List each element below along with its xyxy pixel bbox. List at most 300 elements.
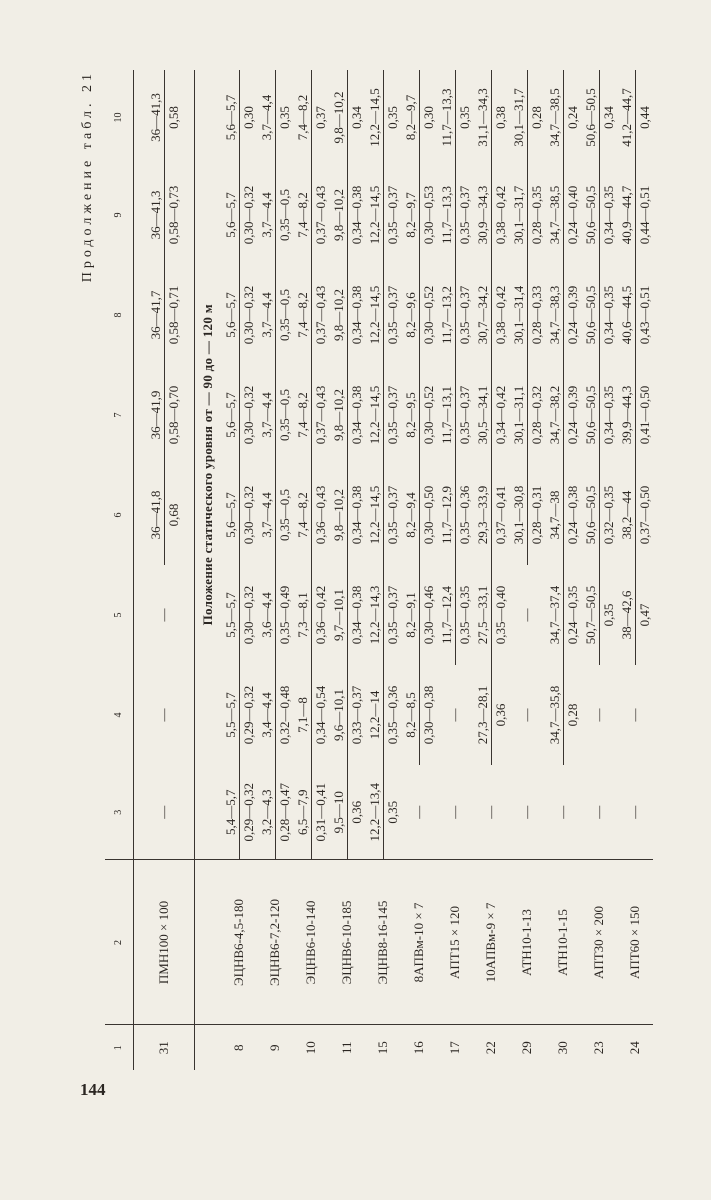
pump-model: ЭЦНВ6-4,5-180 bbox=[221, 860, 257, 1025]
value-pair bbox=[510, 265, 545, 365]
value-dash: — bbox=[519, 708, 534, 722]
column-number: 10 bbox=[105, 70, 134, 165]
range-value: 34,7—38 bbox=[546, 465, 564, 565]
value-cell bbox=[617, 165, 653, 265]
value-pair bbox=[222, 665, 257, 765]
value-pair bbox=[330, 365, 365, 465]
value-dash: — bbox=[627, 805, 642, 819]
value-cell bbox=[329, 365, 365, 465]
value-cell bbox=[401, 265, 437, 365]
range-value: 34,7—37,4 bbox=[546, 565, 564, 665]
pump-model: ЭЦНВ8-16-145 bbox=[365, 860, 401, 1025]
value-cell bbox=[293, 665, 329, 765]
value-pair bbox=[474, 465, 509, 565]
row-number: 9 bbox=[257, 1025, 293, 1070]
value-pair bbox=[618, 165, 653, 265]
value-cell bbox=[473, 465, 509, 565]
range-value: 7,4—8,2 bbox=[294, 70, 312, 165]
value-cell bbox=[473, 70, 509, 165]
range-value: 30,7—34,2 bbox=[474, 265, 492, 365]
coefficient-value: 0,43—0,51 bbox=[636, 285, 652, 345]
value-pair bbox=[618, 265, 653, 365]
coefficient-value: 0,30—0,32 bbox=[240, 185, 256, 245]
value-pair bbox=[222, 765, 257, 860]
range-value: 12,2—14,5 bbox=[366, 465, 384, 565]
value-cell bbox=[545, 765, 581, 860]
value-cell bbox=[581, 665, 617, 765]
value-pair bbox=[330, 165, 365, 265]
range-value: 11,7—13,3 bbox=[438, 70, 456, 165]
range-value: 11,7—12,9 bbox=[438, 465, 456, 565]
coefficient-value: 0,24—0,39 bbox=[564, 285, 580, 345]
row-number: 31 bbox=[134, 1025, 195, 1070]
value-cell bbox=[329, 465, 365, 565]
coefficient-value: 0,35—0,36 bbox=[384, 685, 400, 745]
value-pair bbox=[147, 365, 182, 465]
value-pair bbox=[582, 70, 617, 165]
range-value: 30,1—31,1 bbox=[510, 365, 528, 465]
coefficient-value: 0,35—0,49 bbox=[276, 585, 292, 645]
range-value: 8,2—9,7 bbox=[402, 165, 420, 265]
range-value: 5,6—5,7 bbox=[222, 365, 240, 465]
value-pair bbox=[366, 765, 401, 860]
value-cell bbox=[257, 565, 293, 665]
value-pair bbox=[147, 70, 182, 165]
range-value: 50,6—50,5 bbox=[582, 265, 600, 365]
value-cell bbox=[509, 265, 545, 365]
coefficient-value: 0,36 bbox=[348, 800, 364, 824]
value-pair bbox=[366, 165, 401, 265]
range-value: 5,5—5,7 bbox=[222, 665, 240, 765]
coefficient-value: 0,58—0,71 bbox=[165, 285, 181, 345]
value-cell bbox=[473, 265, 509, 365]
range-value: 9,8—10,2 bbox=[330, 465, 348, 565]
value-pair bbox=[438, 465, 473, 565]
value-cell bbox=[257, 265, 293, 365]
range-value: 50,6—50,5 bbox=[582, 365, 600, 465]
range-value: 5,5—5,7 bbox=[222, 565, 240, 665]
value-cell bbox=[401, 465, 437, 565]
coefficient-value: 0,31—0,41 bbox=[312, 783, 328, 842]
table-row bbox=[257, 70, 293, 1070]
coefficient-value: 0,35—0,5 bbox=[276, 189, 292, 241]
value-pair bbox=[258, 765, 293, 860]
range-value: 30,1—31,7 bbox=[510, 70, 528, 165]
value-cell bbox=[365, 265, 401, 365]
value-dash: — bbox=[483, 805, 498, 819]
coefficient-value: 0,30—0,50 bbox=[420, 485, 436, 545]
range-value: 8,2—9,7 bbox=[402, 70, 420, 165]
coefficient-value: 0,29—0,32 bbox=[240, 685, 256, 745]
coefficient-value: 0,30—0,52 bbox=[420, 285, 436, 345]
value-pair bbox=[222, 465, 257, 565]
value-pair bbox=[546, 665, 581, 765]
coefficient-value: 0,35—0,5 bbox=[276, 489, 292, 541]
range-value: 40,9—44,7 bbox=[618, 165, 636, 265]
row-number: 16 bbox=[401, 1025, 437, 1070]
value-cell bbox=[221, 565, 257, 665]
coefficient-value: 0,35—0,37 bbox=[384, 185, 400, 245]
range-value: 30,1—30,8 bbox=[510, 465, 528, 565]
value-dash: — bbox=[411, 805, 426, 819]
coefficient-value: 0,37—0,50 bbox=[636, 485, 652, 545]
value-pair bbox=[330, 765, 365, 860]
value-pair bbox=[402, 565, 437, 665]
range-value: 5,6—5,7 bbox=[222, 465, 240, 565]
value-cell bbox=[221, 165, 257, 265]
table-row bbox=[365, 70, 401, 1070]
value-pair bbox=[258, 365, 293, 465]
table-row bbox=[509, 70, 545, 1070]
coefficient-value: 0,35 bbox=[600, 603, 616, 627]
range-value: 31,1—34,3 bbox=[474, 70, 492, 165]
range-value: 39,9—44,3 bbox=[618, 365, 636, 465]
range-value: 38,2—44 bbox=[618, 465, 636, 565]
value-cell bbox=[545, 565, 581, 665]
value-pair bbox=[294, 265, 329, 365]
value-cell bbox=[134, 465, 195, 565]
value-cell bbox=[581, 765, 617, 860]
coefficient-value: 0,34—0,35 bbox=[600, 285, 616, 345]
section-heading-row bbox=[195, 70, 222, 1070]
value-pair bbox=[222, 165, 257, 265]
pump-model: 10АПВм-9 × 7 bbox=[473, 860, 509, 1025]
value-pair bbox=[546, 465, 581, 565]
coefficient-value: 0,28—0,32 bbox=[528, 385, 544, 445]
column-number: 1 bbox=[105, 1025, 134, 1070]
coefficient-value: 0,34—0,42 bbox=[492, 385, 508, 445]
range-value: 9,8—10,2 bbox=[330, 265, 348, 365]
coefficient-value: 0,30 bbox=[420, 106, 436, 129]
coefficient-value: 0,68 bbox=[165, 503, 181, 527]
value-cell bbox=[293, 765, 329, 860]
value-pair bbox=[366, 70, 401, 165]
value-cell bbox=[509, 70, 545, 165]
coefficient-value: 0,37—0,41 bbox=[492, 485, 508, 545]
coefficient-value: 0,35—0,37 bbox=[384, 485, 400, 545]
coefficient-value: 0,34—0,54 bbox=[312, 685, 328, 745]
coefficient-value: 0,34—0,35 bbox=[600, 185, 616, 245]
coefficient-value: 0,44—0,51 bbox=[636, 185, 652, 245]
value-cell bbox=[473, 765, 509, 860]
value-cell bbox=[437, 465, 473, 565]
value-cell bbox=[545, 465, 581, 565]
value-cell bbox=[329, 765, 365, 860]
range-value: 5,6—5,7 bbox=[222, 70, 240, 165]
pump-model: АПТ15 × 120 bbox=[437, 860, 473, 1025]
value-pair bbox=[366, 665, 401, 765]
value-cell bbox=[617, 565, 653, 665]
value-cell bbox=[509, 665, 545, 765]
coefficient-value: 0,35 bbox=[456, 106, 472, 129]
range-value: 34,7—38,5 bbox=[546, 165, 564, 265]
range-value: 36—41,3 bbox=[147, 165, 165, 265]
value-cell bbox=[473, 565, 509, 665]
coefficient-value: 0,58—0,73 bbox=[165, 185, 181, 245]
value-pair bbox=[294, 70, 329, 165]
column-number: 5 bbox=[105, 565, 134, 665]
value-pair bbox=[474, 665, 509, 765]
range-value: 7,4—8,2 bbox=[294, 265, 312, 365]
value-cell bbox=[509, 465, 545, 565]
value-pair bbox=[438, 265, 473, 365]
value-pair bbox=[330, 465, 365, 565]
value-dash: — bbox=[519, 608, 534, 622]
range-value: 50,6—50,5 bbox=[582, 165, 600, 265]
value-pair bbox=[222, 265, 257, 365]
coefficient-value: 0,35—0,5 bbox=[276, 289, 292, 341]
column-number: 3 bbox=[105, 765, 134, 860]
value-cell bbox=[329, 70, 365, 165]
value-cell bbox=[617, 265, 653, 365]
value-cell bbox=[134, 70, 195, 165]
value-cell bbox=[509, 365, 545, 465]
coefficient-value: 0,34—0,38 bbox=[348, 285, 364, 345]
coefficient-value: 0,30—0,38 bbox=[420, 685, 436, 745]
coefficient-value: 0,35—0,35 bbox=[456, 585, 472, 645]
value-pair bbox=[258, 265, 293, 365]
value-cell bbox=[401, 765, 437, 860]
range-value: 5,4—5,7 bbox=[222, 765, 240, 860]
value-cell bbox=[545, 70, 581, 165]
coefficient-value: 0,35—0,37 bbox=[384, 285, 400, 345]
value-cell bbox=[365, 365, 401, 465]
page-number: 144 bbox=[80, 1080, 106, 1099]
value-pair bbox=[147, 265, 182, 365]
value-cell bbox=[617, 765, 653, 860]
blank-cell bbox=[195, 1025, 222, 1070]
value-pair bbox=[510, 365, 545, 465]
section-heading: Положение статического уровня от — 90 до — 120 м bbox=[200, 304, 215, 626]
range-value: 38—42,6 bbox=[618, 565, 636, 665]
value-cell bbox=[221, 465, 257, 565]
coefficient-value: 0,30—0,32 bbox=[240, 585, 256, 645]
value-pair bbox=[402, 265, 437, 365]
coefficient-value: 0,44 bbox=[636, 106, 652, 129]
data-table bbox=[105, 70, 653, 1070]
value-cell bbox=[134, 165, 195, 265]
value-pair bbox=[294, 165, 329, 265]
coefficient-value: 0,30—0,32 bbox=[240, 285, 256, 345]
coefficient-value: 0,35—0,36 bbox=[456, 485, 472, 545]
column-number: 2 bbox=[105, 860, 134, 1025]
range-value: 9,7—10,1 bbox=[330, 565, 348, 665]
range-value: 30,1—31,7 bbox=[510, 165, 528, 265]
blank-cell bbox=[195, 860, 222, 1025]
row-number: 29 bbox=[509, 1025, 545, 1070]
value-cell bbox=[437, 565, 473, 665]
pump-model: ЭЦНВ6-7,2-120 bbox=[257, 860, 293, 1025]
value-cell bbox=[221, 70, 257, 165]
table-row bbox=[437, 70, 473, 1070]
table-row bbox=[134, 70, 195, 1070]
coefficient-value: 0,35—0,37 bbox=[456, 285, 472, 345]
row-number: 22 bbox=[473, 1025, 509, 1070]
value-pair bbox=[402, 665, 437, 765]
value-cell bbox=[581, 565, 617, 665]
row-number: 23 bbox=[581, 1025, 617, 1070]
range-value: 12,2—14,5 bbox=[366, 265, 384, 365]
coefficient-value: 0,30 bbox=[240, 106, 256, 129]
value-cell bbox=[293, 565, 329, 665]
value-dash: — bbox=[591, 708, 606, 722]
coefficient-value: 0,38—0,42 bbox=[492, 185, 508, 245]
range-value: 50,6—50,5 bbox=[582, 70, 600, 165]
value-cell bbox=[257, 165, 293, 265]
value-pair bbox=[546, 165, 581, 265]
value-pair bbox=[618, 565, 653, 665]
value-pair bbox=[510, 465, 545, 565]
column-numbers-row bbox=[105, 70, 134, 1070]
value-pair bbox=[474, 165, 509, 265]
value-cell bbox=[617, 665, 653, 765]
table-row bbox=[617, 70, 653, 1070]
value-pair bbox=[294, 365, 329, 465]
value-pair bbox=[510, 70, 545, 165]
value-cell bbox=[293, 265, 329, 365]
table-row bbox=[293, 70, 329, 1070]
coefficient-value: 0,34—0,38 bbox=[348, 185, 364, 245]
range-value: 7,4—8,2 bbox=[294, 365, 312, 465]
value-pair bbox=[294, 665, 329, 765]
coefficient-value: 0,24 bbox=[564, 106, 580, 129]
range-value: 8,2—8,5 bbox=[402, 665, 420, 765]
coefficient-value: 0,34—0,38 bbox=[348, 385, 364, 445]
coefficient-value: 0,28 bbox=[528, 106, 544, 129]
range-value: 7,3—8,1 bbox=[294, 565, 312, 665]
range-value: 12,2—14,3 bbox=[366, 565, 384, 665]
value-cell bbox=[581, 70, 617, 165]
coefficient-value: 0,36 bbox=[492, 703, 508, 727]
range-value: 12,2—13,4 bbox=[366, 765, 384, 860]
row-number: 8 bbox=[221, 1025, 257, 1070]
coefficient-value: 0,35—0,37 bbox=[384, 385, 400, 445]
value-cell bbox=[257, 365, 293, 465]
value-pair bbox=[258, 165, 293, 265]
value-pair bbox=[147, 165, 182, 265]
value-pair bbox=[582, 165, 617, 265]
value-cell bbox=[581, 165, 617, 265]
range-value: 9,8—10,2 bbox=[330, 165, 348, 265]
range-value: 3,7—4,4 bbox=[258, 465, 276, 565]
value-cell bbox=[401, 665, 437, 765]
coefficient-value: 0,37 bbox=[312, 106, 328, 129]
coefficient-value: 0,24—0,35 bbox=[564, 585, 580, 645]
coefficient-value: 0,37—0,43 bbox=[312, 385, 328, 445]
value-cell bbox=[293, 70, 329, 165]
value-pair bbox=[366, 365, 401, 465]
column-number: 8 bbox=[105, 265, 134, 365]
value-cell bbox=[257, 465, 293, 565]
value-dash: — bbox=[156, 608, 171, 622]
range-value: 9,8—10,2 bbox=[330, 70, 348, 165]
range-value: 36—41,9 bbox=[147, 365, 165, 465]
range-value: 11,7—13,3 bbox=[438, 165, 456, 265]
value-cell bbox=[401, 70, 437, 165]
pump-model: ПМН100 × 100 bbox=[134, 860, 195, 1025]
column-number: 6 bbox=[105, 465, 134, 565]
pump-model: АТН10-1-15 bbox=[545, 860, 581, 1025]
coefficient-value: 0,30—0,52 bbox=[420, 385, 436, 445]
coefficient-value: 0,32—0,35 bbox=[600, 485, 616, 545]
range-value: 9,6—10,1 bbox=[330, 665, 348, 765]
range-value: 3,7—4,4 bbox=[258, 165, 276, 265]
value-pair bbox=[366, 465, 401, 565]
value-cell bbox=[581, 265, 617, 365]
value-pair bbox=[474, 70, 509, 165]
value-pair bbox=[582, 565, 617, 665]
coefficient-value: 0,35—0,37 bbox=[456, 385, 472, 445]
value-cell bbox=[329, 265, 365, 365]
value-cell bbox=[221, 365, 257, 465]
value-cell bbox=[437, 165, 473, 265]
coefficient-value: 0,38—0,42 bbox=[492, 285, 508, 345]
value-pair bbox=[582, 265, 617, 365]
value-pair bbox=[438, 365, 473, 465]
value-pair bbox=[258, 70, 293, 165]
range-value: 36—41,7 bbox=[147, 265, 165, 365]
value-dash: — bbox=[519, 805, 534, 819]
value-cell bbox=[221, 665, 257, 765]
value-pair bbox=[402, 365, 437, 465]
pump-model: ЭЦНВ6-10-185 bbox=[329, 860, 365, 1025]
value-cell bbox=[329, 165, 365, 265]
coefficient-value: 0,41—0,50 bbox=[636, 385, 652, 445]
pump-model: АПТ60 × 150 bbox=[617, 860, 653, 1025]
range-value: 8,2—9,4 bbox=[402, 465, 420, 565]
value-dash: — bbox=[555, 805, 570, 819]
value-pair bbox=[294, 565, 329, 665]
table-row bbox=[473, 70, 509, 1070]
value-pair bbox=[546, 565, 581, 665]
coefficient-value: 0,28—0,35 bbox=[528, 185, 544, 245]
range-value: 30,1—31,4 bbox=[510, 265, 528, 365]
coefficient-value: 0,30—0,32 bbox=[240, 385, 256, 445]
coefficient-value: 0,37—0,43 bbox=[312, 285, 328, 345]
row-number: 17 bbox=[437, 1025, 473, 1070]
value-pair bbox=[330, 70, 365, 165]
coefficient-value: 0,36—0,42 bbox=[312, 585, 328, 645]
value-pair bbox=[474, 265, 509, 365]
coefficient-value: 0,35—0,37 bbox=[384, 585, 400, 645]
value-cell bbox=[293, 165, 329, 265]
table-row bbox=[581, 70, 617, 1070]
range-value: 8,2—9,1 bbox=[402, 565, 420, 665]
value-dash: — bbox=[591, 805, 606, 819]
row-number: 10 bbox=[293, 1025, 329, 1070]
value-pair bbox=[258, 565, 293, 665]
coefficient-value: 0,24—0,39 bbox=[564, 385, 580, 445]
coefficient-value: 0,28—0,47 bbox=[276, 783, 292, 842]
range-value: 34,7—38,2 bbox=[546, 365, 564, 465]
value-cell bbox=[545, 165, 581, 265]
range-value: 3,2—4,3 bbox=[258, 765, 276, 860]
value-cell bbox=[221, 765, 257, 860]
value-cell bbox=[221, 265, 257, 365]
pump-model: ЭЦНВ6-10-140 bbox=[293, 860, 329, 1025]
pump-model: АПТ30 × 200 bbox=[581, 860, 617, 1025]
value-cell bbox=[437, 265, 473, 365]
value-cell bbox=[509, 765, 545, 860]
range-value: 11,7—12,4 bbox=[438, 565, 456, 665]
value-pair bbox=[402, 70, 437, 165]
value-cell bbox=[545, 265, 581, 365]
row-number: 24 bbox=[617, 1025, 653, 1070]
value-pair bbox=[366, 565, 401, 665]
range-value: 5,6—5,7 bbox=[222, 165, 240, 265]
range-value: 36—41,8 bbox=[147, 465, 165, 565]
range-value: 30,9—34,3 bbox=[474, 165, 492, 265]
